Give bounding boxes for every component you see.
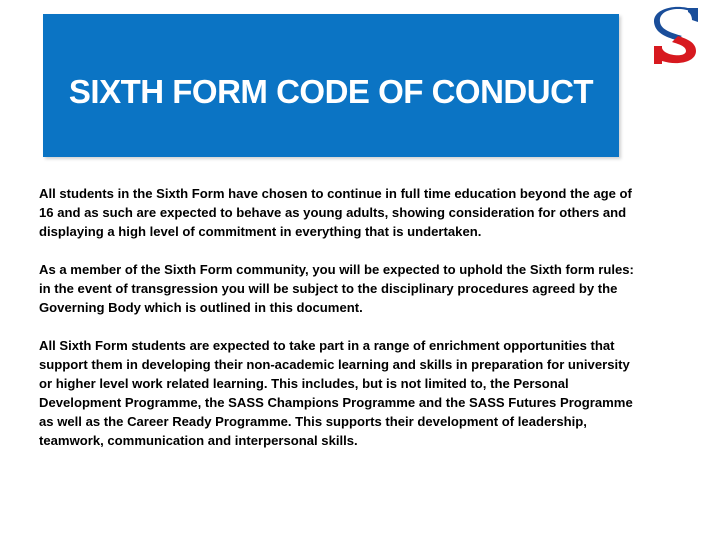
paragraph-rules: As a member of the Sixth Form community, you will be expected to uphold the Sixth form rules: in the event of transgression you will be subject to the disciplinary procedures agreed by the Governing Body which is outlined in this document. [39, 262, 634, 315]
title-banner [43, 14, 619, 157]
school-s-logo-icon [652, 6, 702, 66]
slide-title: SIXTH FORM CODE OF CONDUCT [68, 73, 594, 110]
paragraph-intro: All students in the Sixth Form have chosen to continue in full time education beyond the age of 16 and as such are expected to behave as young adults, showing consideration for others and displaying a high level of commitment in everything that is undertaken. [39, 186, 632, 239]
paragraph-enrichment: All Sixth Form students are expected to take part in a range of enrichment opportunities that support them in developing their non-academic learning and skills in preparation for university or higher level work related learning. This includes, but is not limited to, the Personal Development Programme, the SASS Champions Programme and the SASS Futures Programme as well as the Career Ready Programme. This supports their development of leadership, teamwork, communication and interpersonal skills. [39, 338, 633, 448]
code-of-conduct-text [39, 184, 635, 450]
